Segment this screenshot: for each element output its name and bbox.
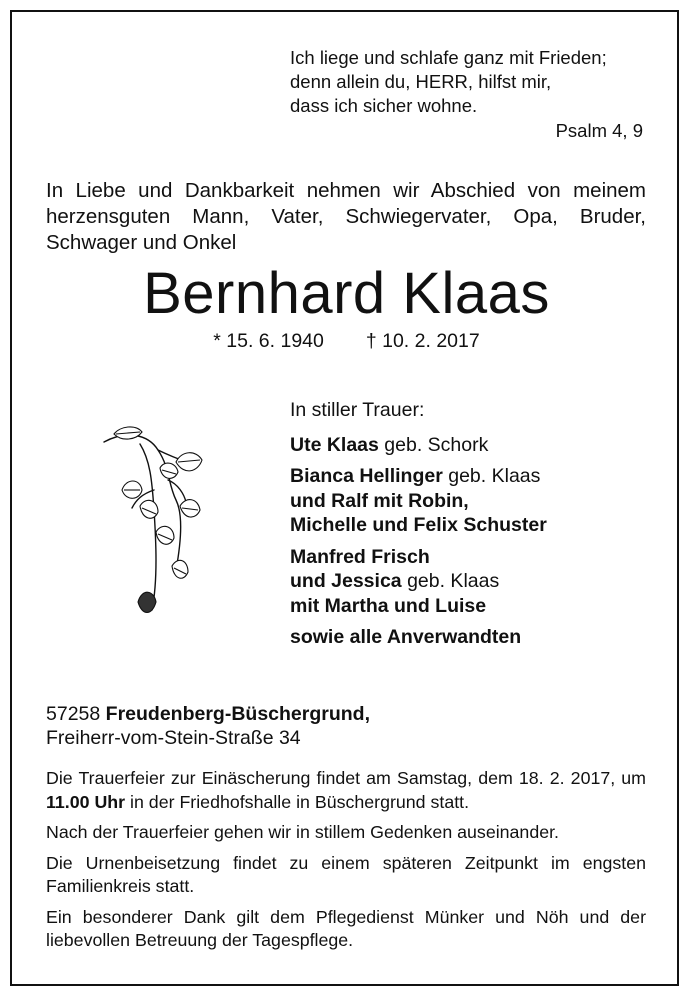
mourners-list — [290, 398, 650, 657]
mourner-name: und Jessica — [290, 570, 402, 592]
ceremony-notes — [46, 767, 646, 960]
mourner-group-bianca — [290, 464, 650, 538]
birth-date: * 15. 6. 1940 — [213, 330, 324, 352]
deceased-name: Bernhard Klaas — [143, 261, 550, 326]
mourner-line: und Ralf mit Robin, — [290, 489, 469, 512]
mourner-line: Michelle und Felix Schuster — [290, 514, 547, 536]
town: Freudenberg-Büschergrund, — [105, 703, 371, 725]
mourner-name: Bianca Hellinger — [290, 465, 443, 487]
intro-line: In Liebe und Dankbarkeit nehmen wir Abschied von meinem — [46, 179, 646, 202]
birth-name: geb. Klaas — [407, 570, 500, 592]
street: Freiherr-vom-Stein-Straße 34 — [46, 727, 301, 749]
mourner-name: Ute Klaas — [290, 433, 379, 456]
funeral-info-text: in der Friedhofshalle in Büschergrund statt. — [130, 791, 470, 812]
thanks-note: Ein besonderer Dank gilt dem Pflegedienst Münker und Nöh und der liebevollen Betreuung der Tagespflege. — [46, 906, 646, 950]
mourner-group-others — [290, 625, 650, 650]
mourning-heading: In stiller Trauer: — [290, 399, 425, 421]
intro-text — [46, 178, 646, 256]
psalm-line: Ich liege und schlafe ganz mit Frieden; — [290, 47, 607, 68]
funeral-time: 11.00 Uhr — [46, 791, 126, 812]
mourner-line: sowie alle Anverwandten — [290, 626, 522, 648]
mourner-group-ute — [290, 433, 650, 458]
intro-line: herzensguten Mann, Vater, Schwiegervater, Opa, Bruder, — [46, 205, 646, 228]
death-date: † 10. 2. 2017 — [365, 330, 480, 352]
funeral-info-text: Die Trauerfeier zur Einäscherung findet am Samstag, dem 18. 2. 2017, um — [46, 768, 646, 788]
mourner-line: Manfred Frisch — [290, 545, 430, 568]
intro-line: Schwager und Onkel — [46, 231, 237, 254]
leaf-branch-illustration — [96, 420, 226, 640]
urn-burial-info: Die Urnenbeisetzung findet zu einem späteren Zeitpunkt im engsten Familienkreis statt. — [46, 852, 646, 896]
psalm-line: denn allein du, HERR, hilfst mir, — [290, 71, 552, 92]
gathering-info: Nach der Trauerfeier gehen wir in stillem Gedenken auseinander. — [46, 822, 559, 842]
birth-name: geb. Schork — [384, 433, 489, 456]
psalm-reference: Psalm 4, 9 — [555, 120, 643, 141]
birth-name: geb. Klaas — [448, 465, 541, 487]
life-dates — [0, 330, 693, 353]
postal-code: 57258 — [46, 703, 101, 725]
mourner-line: mit Martha und Luise — [290, 594, 487, 617]
psalm-verse — [290, 46, 607, 118]
funeral-info — [46, 767, 646, 814]
family-address — [46, 702, 370, 750]
mourner-group-manfred — [290, 545, 650, 619]
psalm-line: dass ich sicher wohne. — [290, 95, 478, 116]
